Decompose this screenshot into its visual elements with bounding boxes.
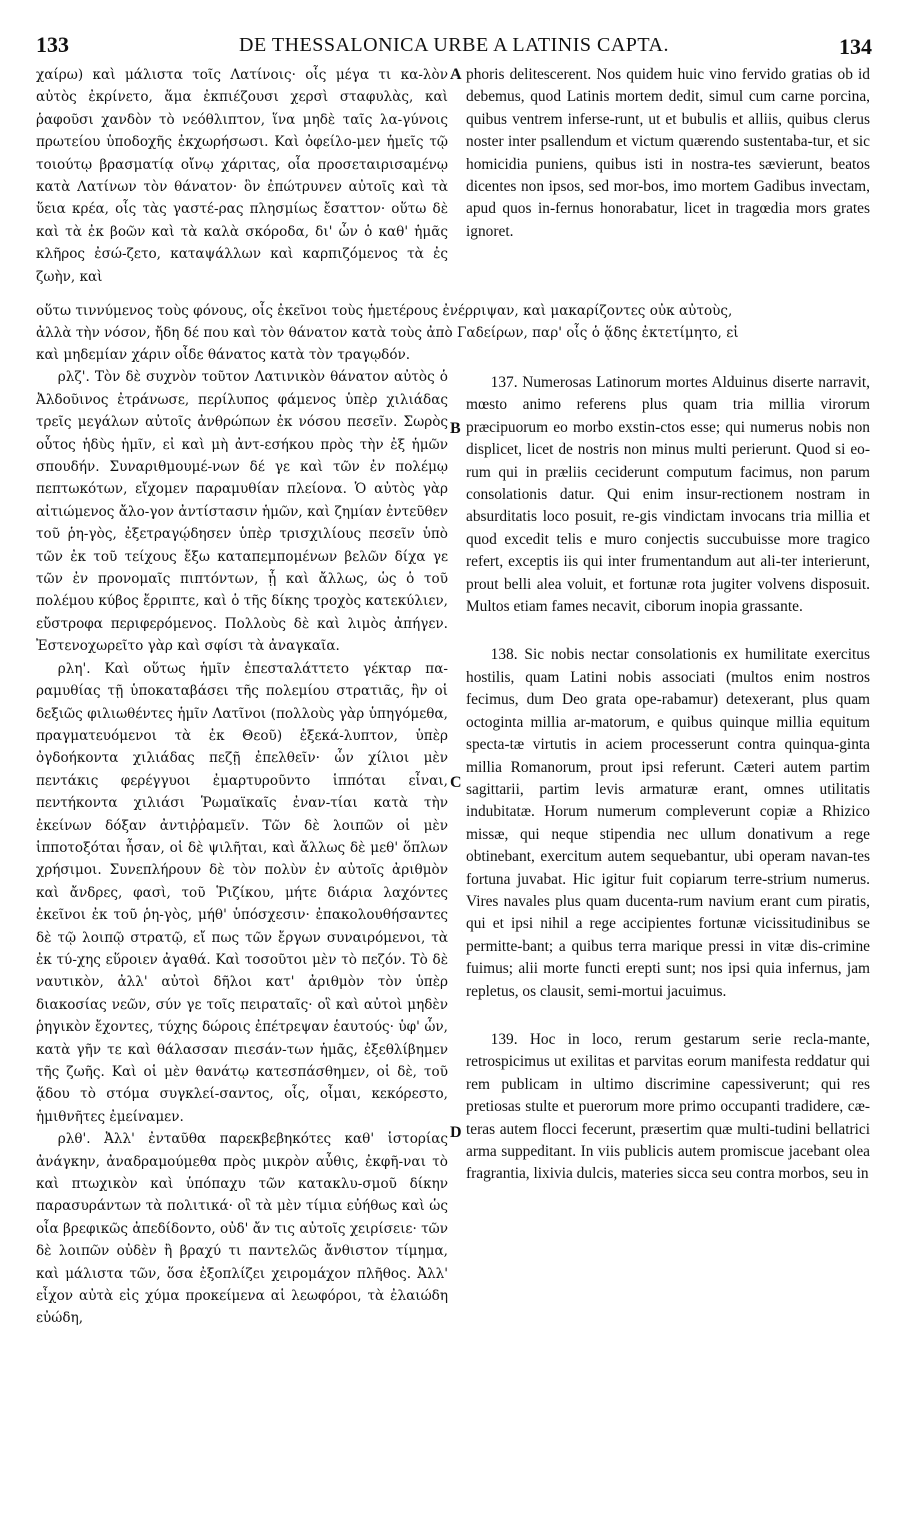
latin-paragraph-3: 138. Sic nobis nectar consolationis ex humilitate exercitus hostilis, quam Latini nobis associati (multos enim nostros fecimus, dum Deo grata ope-rabamur) detexerant, plus quam octoginta millia ar-matorum, e quibus quinque millia equitum specta-tæ virtutis in aciem processerunt contra quinqua-ginta millia Romanorum, prout ipsi referunt. Cæteri autem partim sagittarii, partim levis armaturæ erant, omnes utilitatis indubitatæ. Horum numerum compleverunt copiæ a Rhizico missæ, qui neque stipendia nec ullum donativum a rege obtinebant, exercitum autem sequebantur, ubi operam navan-tes fortuna juvabat. Hic igitur fuit copiarum terre-strium numerus. Vires navales plus quam ducenta-rum navium erant cum piratis, qui et ipsi nihil a rege accipientes fortunæ vicissitudinibus se permitte-bant; a quibus terra marique pressi in vitæ dis-crimine fuimus; alii morte functi erepti sunt; nos ipsi quia infernus, jam repletus, os clausit, semi-mortui jacuimus. [466, 646, 870, 1000]
greek-paragraph-2: ρλζ'. Τὸν δὲ συχνὸν τοῦτον Λατινικὸν θάνατον αὐτὸς ὁ Ἀλδοῦινος ἐτράνωσε, περίλυπος φάμενος ὑπὲρ χιλιάδας τρεῖς μεγάλων αὐτοῖς ἀνθρώπων ἐκ νόσου πεσεῖν. Σωρὸς οὗτος ἡδὺς ἡμῖν, εἰ καὶ μὴ ἀντ-εσήκου πρὸς τὴν ἐξ ἡμῶν σπουδήν. Συναριθμουμέ-νων δέ γε καὶ τῶν ἐν πολέμῳ πεπτωκότων, εἴχομεν παραμυθίαν πλείονα. Ὁ αὐτὸς γὰρ αἰτιώμενος ἄλο-γον ἀντίστασιν ἡμῶν, καὶ ζημίαν ἐντεῦθεν τοῦ ῥη-γὸς, ἐξετραγῴδησεν ὑπὲρ τρισχιλίους πεσεῖν ὑπὸ τῶν ἐκ τοῦ τείχους ἔξω καταπεμπομένων βελῶν δίχα γε τῶν ἐν προνομαῖς πιπτόντων, ᾗ καὶ ἄλλως, ὡς ὁ τοῦ πολέμου κύβος ἔρριπτε, καὶ ὁ τῆς δίκης τροχὸς κατεκύλιεν, εὔστροφα περιφερόμενος. Πολλοὺς δὲ καὶ λιμὸς ἀπήγεν. Ἐστενοχωρεῖτο γὰρ καὶ σφίσι τὰ ἀναγκαῖα. [36, 369, 449, 655]
greek-paragraph-1: χαίρω) καὶ μάλιστα τοῖς Λατίνοις· οἷς μέγα τι κα-λὸν αὐτὸς ἐκρίνετο, ἅμα ἐκπιέζουσι χερσὶ σταφυλὰς, καὶ ῥαφοῦσι χανδὸν τὸ νεόθλιπτον, ἵνα μηδὲ ταῖς λα-γύνοις πρωτείου ὑποδοχῆς ἐκχωρήσωσι. Καὶ ὀφείλο-μεν ἡμεῖς τῷ τοιούτῳ βρασματίᾳ οἴνῳ χάριτας, οἷα προσεταιρισαμένῳ κατὰ Λατίνων τὸν θάνατον· ὃν ἐπώτρυνεν αὐτοῖς καὶ τὰ ὕεια κρέα, οἷς τὰς γαστέ-ρας πλησμίως ἔσαττον· οὕτω δὲ καὶ τὰ ἐκ βοῶν καὶ τὰ καλὰ σκόροδα, δι' ὧν ὁ καθ' ἡμᾶς κλῆρος ἐσώ-ζετο, καταψάλλων καὶ καρπιζόμενος τὰ ἐς ζωὴν, καὶ [36, 67, 448, 285]
page-header [36, 32, 872, 66]
left-page-number: 133 [36, 32, 69, 57]
latin-paragraph-2: 137. Numerosas Latinorum mortes Alduinus diserte narravit, mœsto animo referens plus quam tria millia virorum præcipuorum eo morbo exstin-ctos esse; qui numerus nobis non displicet, licet de nostris non minus multi perierunt. Quod si eo-rum qui in præliis ceciderunt computum facimus, non parum consolationis datur. Qui enim insur-rectionem nostram in absurditatis loco posuit, re-gis vindictam invocans tria millia et quod excedit telis e muro conjectis succubuisse more tragico refert, exceptis iis qui inter frumentandum aut ali-ter interierunt, prout belli alea voluit, et fortunæ rota jugiter volvens disposuit. Multos etiam fames necavit, ciborum inopia grassante. [466, 374, 870, 616]
margin-marker-b: B [450, 420, 461, 437]
margin-marker-d: D [450, 1124, 462, 1141]
margin-marker-a: A [450, 66, 462, 83]
greek-wide-line-1: οὕτω τιννύμενος τοὺς φόνους, οἷς ἐκεῖνοι τοὺς ἡμετέρους ἐνέρριψαν, καὶ μακαρίζοντες οὐκ αὐτοὺς, [36, 303, 733, 319]
latin-column-top [466, 64, 870, 243]
greek-wide-line-2: ἀλλὰ τὴν νόσον, ἤδη δέ που καὶ τὸν θάνατον κατὰ τοὺς ἀπὸ Γαδείρων, παρ' οἷς ὁ ᾅδης ἐκτετίμητο, εἰ [36, 325, 739, 341]
greek-column-top [36, 64, 448, 334]
margin-marker-c: C [450, 774, 462, 791]
latin-paragraph-4: 139. Hoc in loco, rerum gestarum serie recla-mante, retrospicimus ut exilitas et parvitas eorum manifesta reddatur qui rem publicam in ultimo discrimine capessiverunt; qui res pretiosas stulte et puerorum more primo occupanti tradidere, cæ-teras autem flocci fecerunt, præsertim quæ multi-tudini bellatrici arma suppeditant. In viis publicis autem promiscue jacebant olea fragrantia, lixivia dulcis, materies sicca seu contra morbos, seu in [466, 1030, 870, 1183]
latin-column-bottom [466, 372, 870, 1186]
latin-paragraph-1: phoris delitescerent. Nos quidem huic vino fervido gratias ob id debemus, quod Latinis mortem dedit, simul cum carne porcina, quibus ventrem inferse-runt, ut et bubulis et alliis, quibus clerus noster inter psallendum et victum quærendo sustentaba-tur, et sic homicidia puniens, quibus isti in nostra-tes sævierunt, beatos dicentes non ipsos, sed mor-bos, imo mortem Gadibus invectam, apud quos in-fernus honorabatur, licet in tragœdia mors grates ignoret. [466, 66, 870, 240]
greek-paragraph-3: ρλη'. Καὶ οὕτως ἡμῖν ἐπεσταλάττετο γέκταρ πα-ραμυθίας τῇ ὑποκαταβάσει τῆς πολεμίου στρατιᾶς, ἣν οἱ δεξιῶς φιλιωθέντες ἡμῖν Λατῖνοι (πολλοὺς γὰρ ὑπηγόμεθα, πραγματευόμενοι τὰ ἐκ Θεοῦ) ἐξεκά-λυπτον, ὑπὲρ ὀγδοήκοντα χιλιάδας πεζῇ ἐπελθεῖν· ὧν χίλιοι μὲν πεντάκις φερέγγυοι ἐμαρτυροῦντο ἱππόται εἶναι, πεντήκοντα χιλιάσι Ῥωμαϊκαῖς ἐναν-τίαι κατὰ τὴν ἐκείνων δόξαν ἀντιῤῥαμεῖν. Τῶν δὲ λοιπῶν οἱ μὲν ἱπποτοξόται ἦσαν, οἱ δὲ ψιλῆται, καὶ ἄλλως δὲ μεθ' ὅπλων χρήσιμοι. Συνεπλήρουν δὲ τὸν πολὺν ἐν αὐτοῖς ἀριθμὸν καὶ ἄνδρες, φασὶ, τοῦ Ῥιζίκου, μήτε διάρια λαχόντες ἐκεῖνοι ἐκ τοῦ ῥη-γὸς, μήθ' ὑπόσχεσιν· ἐπακολουθήσαντες δὲ τῷ λοιπῷ στρατῷ, εἴ πως τῶν ἔργων συναιρόμενοι, τὰ ἐκ τύ-χης εὕροιεν ἀγαθά. Καὶ τοσοῦτοι μὲν τὸ πεζόν. Τὸ δὲ ναυτικὸν, ἀλλ' αὐτοὶ δῆλοι κατ' ἀριθμὸν τὸν ὑπὲρ διακοσίας νεῶν, σύν γε τοῖς πειραταῖς· οἳ καὶ αὐτοὶ μηδὲν ῥηγικὸν ἔχοντες, τύχης δώροις ἐπέτρεψαν ἑαυτούς· ὑφ' ὧν, κατὰ γῆν τε καὶ θάλασσαν πιεσάν-των ἡμᾶς, ἐξεθλίβημεν τῆς ζωῆς. Καὶ οἱ μὲν θανάτῳ κατεσπάσθημεν, οἱ δὲ, τοῦ ᾅδου τὸ στόμα συγκλεί-σαντος, οἷς, οἶμαι, κεκόρεστο, ἡμιθνῆτες ἐμείναμεν. [36, 660, 448, 1125]
greek-column-bottom [36, 344, 448, 1330]
right-page-number: 134 [839, 34, 872, 59]
greek-paragraph-4: ρλθ'. Ἀλλ' ἐνταῦθα παρεκβεβηκότες καθ' ἱστορίας ἀνάγκην, ἀναδραμούμεθα πρὸς μικρὸν αὖθις, ἐκφῆ-ναι τὸ καὶ πτωχικὸν καὶ ὑπόπαχυ τῶν κατακλυ-σμοῦ δίκην παρασυράντων τὰ πολιτικά· οἳ τὰ μὲν τίμια εὐήθως καὶ ὡς οἷα βρεφικῶς ἀπεδίδοντο, οὐδ' ἄν τις αὐτοῖς χειρίσειε· τῶν δὲ λοιπῶν οὐδὲν ἢ βραχύ τι παντελῶς ἄνθιστον τίμημα, καὶ μάλιστα τῶν, ὅσα ἐξοπλίζει χειρομάχον πλῆθος. Ἀλλ' εἶχον αὐτὰ εἰς χύμα προκείμενα αἱ λεωφόροι, τὰ ἐλαιώδη εὐώδη, [36, 1131, 448, 1327]
greek-paragraph-1-end: καὶ μηδεμίαν χάριν οἶδε θάνατος κατὰ τὸν τραγῳδόν. [36, 347, 411, 363]
running-title: DE THESSALONICA URBE A LATINIS CAPTA. [239, 34, 669, 56]
